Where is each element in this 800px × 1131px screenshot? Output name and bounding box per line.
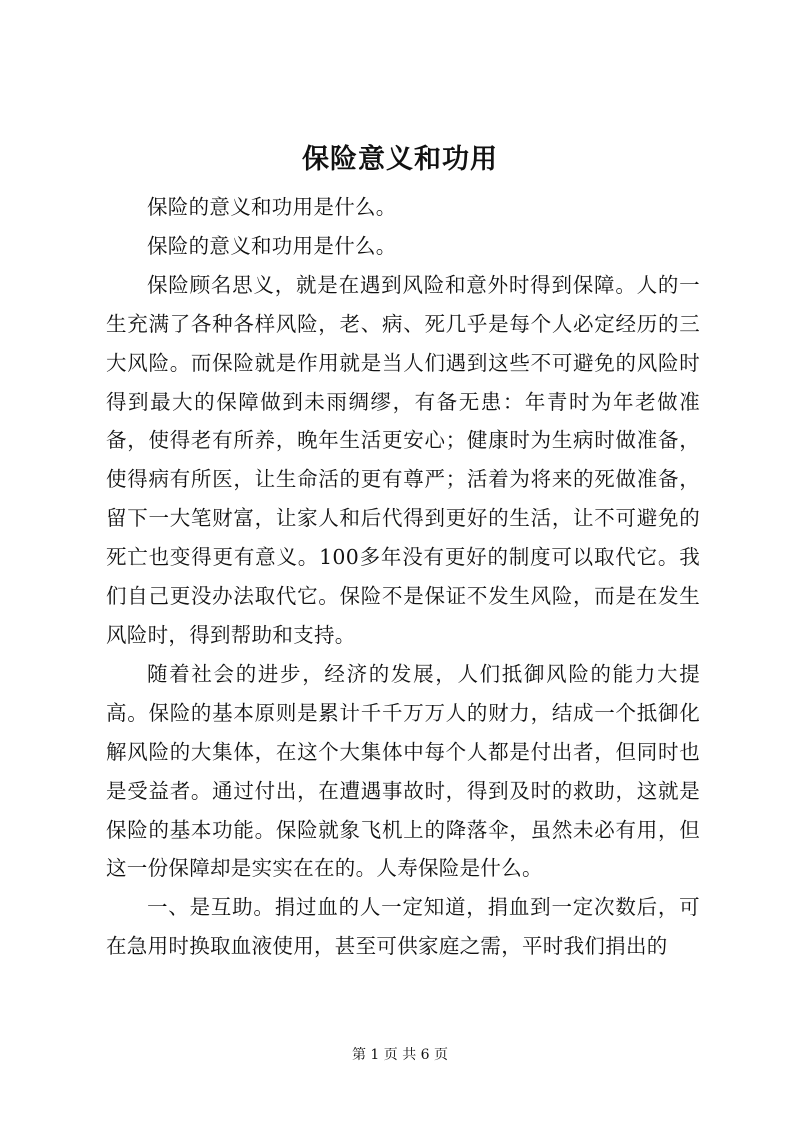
paragraph: 保险的意义和功用是什么。 [147,195,397,219]
paragraph: 一、是互助。捐过血的人一定知道，捐血到一定次数后，可在急用时换取血液使用，甚至可供家庭之需，平时我们捐出的 [106,895,700,959]
paragraph: 保险顾名思义，就是在遇到风险和意外时得到保障。人的一生充满了各种各样风险，老、病、死几乎是每个人必定经历的三大风险。而保险就是作用就是当人们遇到这些不可避免的风险时得到最大的保障做到未雨绸缪，有备无患：年青时为年老做准备，使得老有所养，晚年生活更安心；健康时为生病时做准备，使得病有所医，让生命活的更有尊严；活着为将来的死做准备，留下一大笔财富，让家人和后代得到更好的生活，让不可避免的死亡也变得更有意义。100多年没有更好的制度可以取代它。我们自己更没办法取代它。保险不是保证不发生风险，而是在发生风险时，得到帮助和支持。 [106,272,700,647]
paragraph: 保险的意义和功用是什么。 [147,233,397,258]
page-number-footer: 第 1 页 共 6 页 [351,1047,449,1063]
document-title: 保险意义和功用 [302,144,498,175]
document-body [106,188,700,966]
paragraph: 随着社会的进步，经济的发展，人们抵御风险的能力大提高。保险的基本原则是累计千千万万人的财力，结成一个抵御化解风险的大集体，在这个大集体中每个人都是付出者，但同时也是受益者。通过付出，在遭遇事故时，得到及时的救助，这就是保险的基本功能。保险就象飞机上的降落伞，虽然未必有用，但这一份保障却是实实在在的。人寿保险是什么。 [106,661,700,881]
